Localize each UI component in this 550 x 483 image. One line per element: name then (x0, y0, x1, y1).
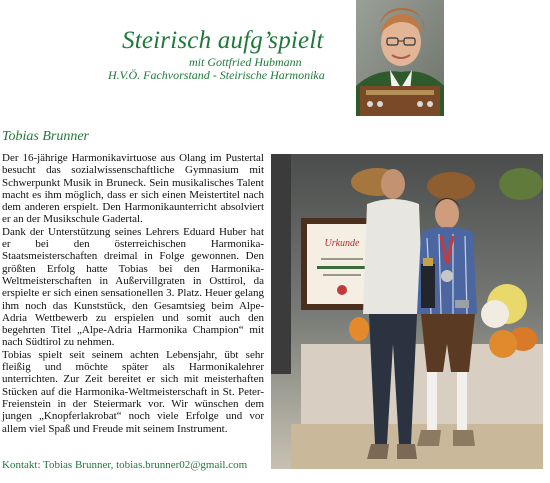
article-body (2, 152, 264, 435)
article-paragraph-3: Tobias spielt seit seinem achten Lebensjahr, übt sehr fleißig und möchte später als Harmonikalehrer unterrichten. Zur Zeit bereitet er sich mit meisterhaften Stücken auf die Harmonika-Weltmeisterschaft in St. Peter-Freienstein in der Steiermark vor. Wir wünschen dem jungen „Knopferlakrobat“ noch viele Erfolge und vor allem viel Spaß und Freude mit seinem Instrument. (2, 348, 264, 435)
article-heading: Tobias Brunner (2, 129, 90, 144)
contact-line: Kontakt: Tobias Brunner, tobias.brunner02@gmail.com (2, 459, 248, 471)
page-title: Steirisch aufg’spielt (122, 27, 324, 54)
author-portrait (356, 0, 444, 116)
article-paragraph-2: Dank der Unterstützung seines Lehrers Eduard Huber hat er bei den österreichischen Harmonika-Staatsmeisterschaften dreimal in Folge gewonnen. Den größten Erfolg hatte Tobias bei den Harmonika-Weltmeisterschaften in Außervillgraten in Osttirol, da erspielte er sich einen sensationellen 3. Platz. Heuer gelang ihm noch das Kunststück, den Gesamtsieg beim Alpe-Adria Wettbewerb zu erspielen und somit auch den begehrten Titel „Alpe-Adria Harmonika Champion“ mit nach Südtirol zu nehmen. (2, 225, 264, 349)
certificate-title: Urkunde (324, 238, 360, 249)
author-line: mit Gottfried Hubmann (189, 55, 302, 69)
author-role-line: H.V.Ö. Fachvorstand - Steirische Harmonika (108, 68, 325, 82)
article-paragraph-1: Der 16-jährige Harmonikavirtuose aus Olang im Pustertal besucht das sozialwissenschaftliche Gymnasium mit Schwerpunkt Musik in Bruneck. Sein musikalisches Talent macht es ihm möglich, dass er sich einen Meistertitel nach dem anderen erspielt. Den Harmonikaunterricht absolviert er an der Musikschule Gadertal. (2, 152, 264, 226)
award-photo (271, 154, 543, 469)
